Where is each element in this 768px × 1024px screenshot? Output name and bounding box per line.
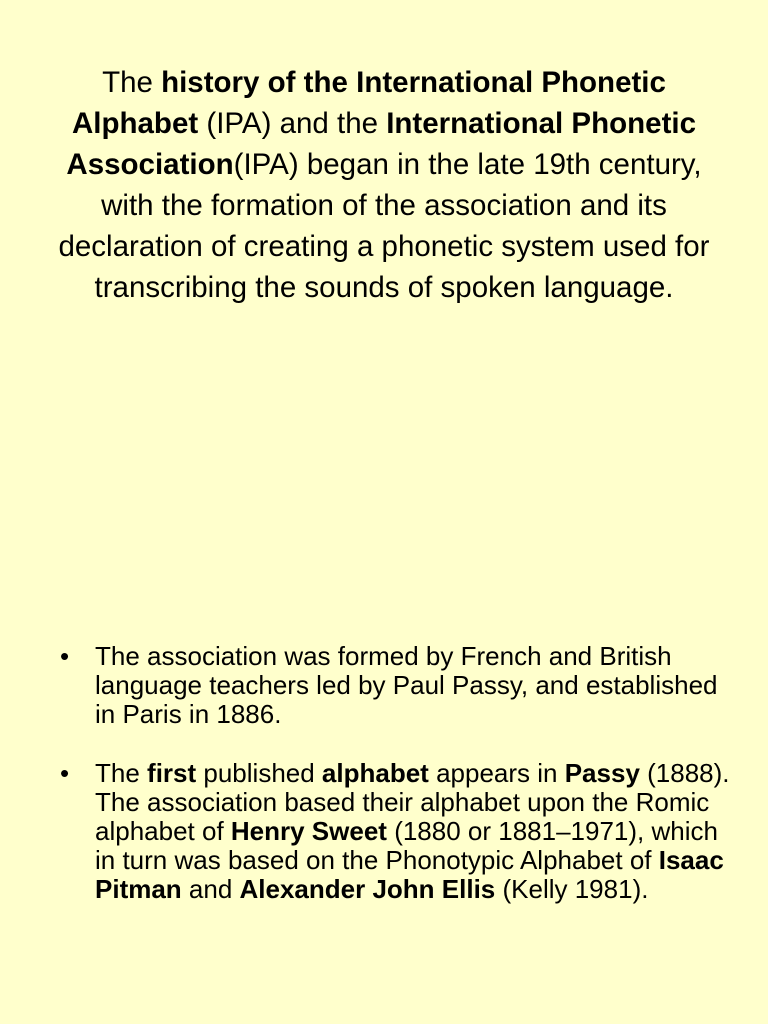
bullet-text: (1888). The association based their alphabet upon the Romic alphabet of: [95, 758, 730, 846]
title-bold-history: history of the International Phonetic Alphabet: [71, 66, 666, 140]
title-paragraph: [40, 62, 728, 308]
bold-alexander-john-ellis: Alexander John Ellis: [239, 873, 496, 904]
bullet-text: (1880 or 1881–1971), which in turn was based on the Phonotypic Alphabet of: [95, 815, 718, 875]
title-text-1: The: [102, 66, 162, 99]
bullet-text: The: [95, 758, 148, 789]
title-text-2: (IPA) and the: [198, 107, 387, 140]
bullet-text: (Kelly 1981).: [495, 873, 649, 904]
bold-passy: Passy: [564, 758, 640, 789]
bullet-list: [60, 642, 740, 903]
bold-isaac-pitman: Isaac Pitman: [95, 844, 724, 904]
bullet-item-first-alphabet: [60, 759, 740, 903]
bullet-icon: •: [60, 641, 70, 671]
bullet-text: appears in: [428, 758, 565, 789]
bold-henry-sweet: Henry Sweet: [230, 815, 387, 846]
bullet-text: published: [196, 758, 322, 789]
title-text-3: (IPA) began in the late 19th century, with the formation of the association and its declaration of creating a phonetic system used for transcribing the sounds of spoken language.: [58, 148, 710, 304]
bold-alphabet: alphabet: [321, 758, 429, 789]
bold-first: first: [147, 758, 197, 789]
title-bold-association: International Phonetic Association: [66, 107, 696, 181]
bullet-text: and: [181, 873, 240, 904]
bullet-text: The association was formed by French and British language teachers led by Paul Passy, and established in Paris in 1886.: [95, 641, 718, 729]
bullet-icon: •: [60, 758, 70, 789]
bullet-item-association: [60, 642, 740, 728]
